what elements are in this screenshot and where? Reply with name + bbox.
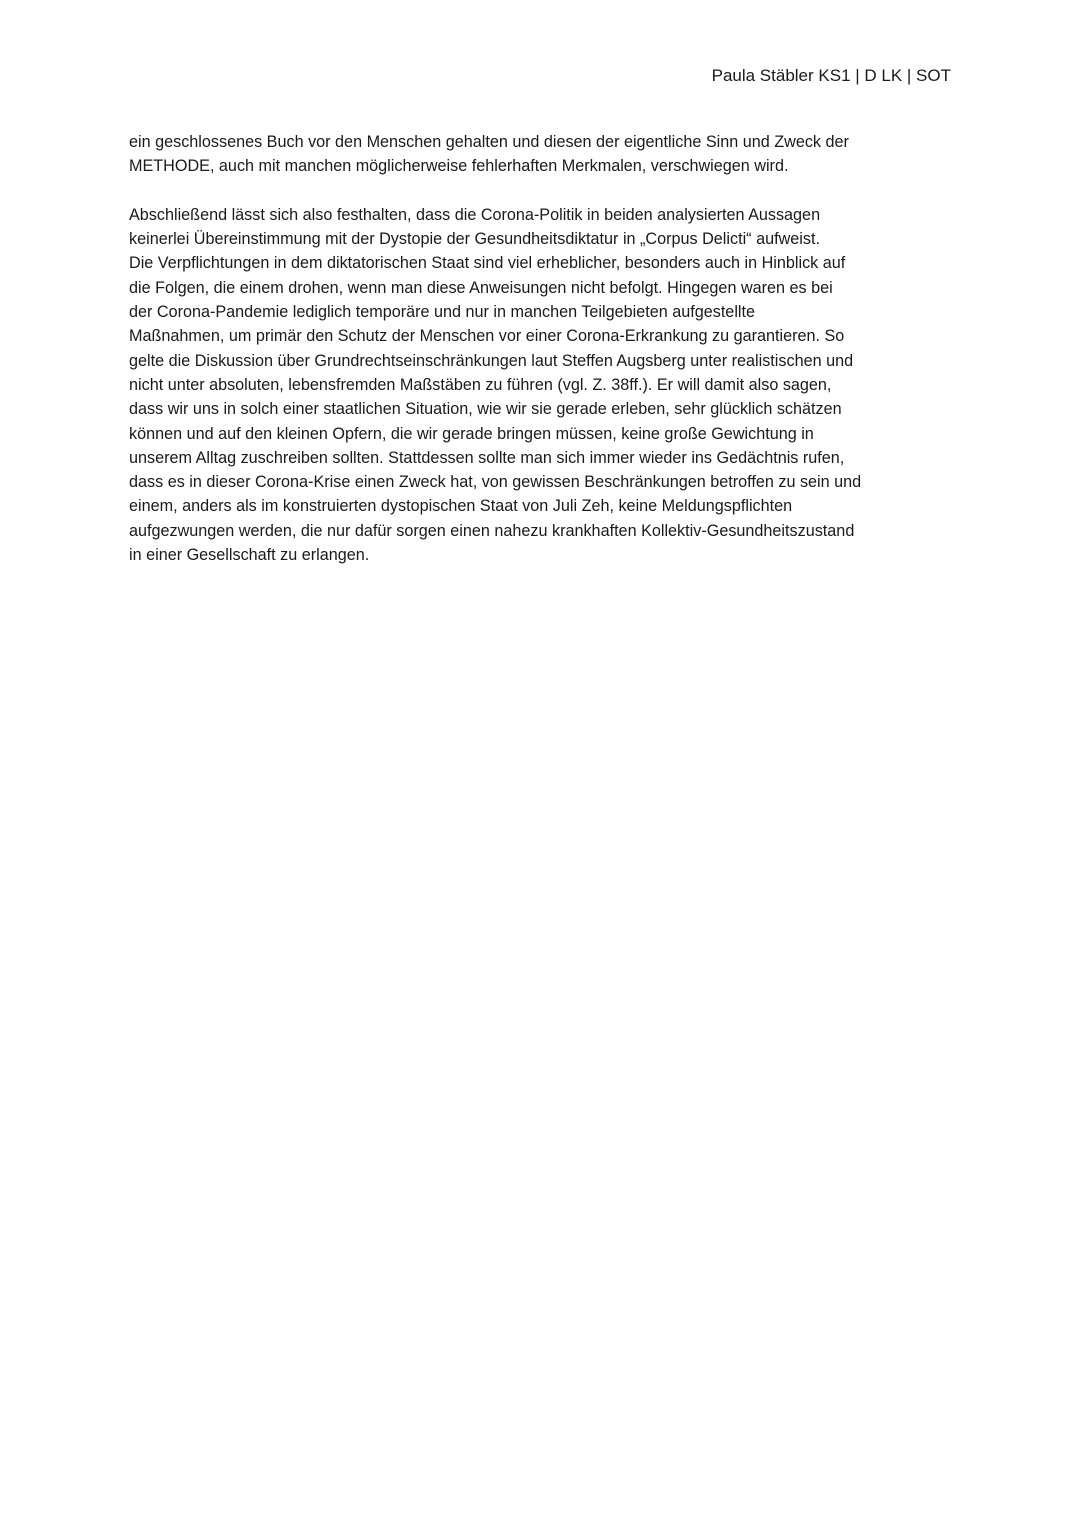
text-line: keinerlei Übereinstimmung mit der Dystopie der Gesundheitsdiktatur in „Corpus Delicti“ aufweist.: [129, 230, 820, 249]
text-line: Maßnahmen, um primär den Schutz der Menschen vor einer Corona-Erkrankung zu garantieren. So: [129, 327, 845, 346]
text-line: aufgezwungen werden, die nur dafür sorgen einen nahezu krankhaften Kollektiv-Gesundheitszustand: [129, 521, 855, 540]
document-body: [129, 130, 959, 567]
text-line: können und auf den kleinen Opfern, die wir gerade bringen müssen, keine große Gewichtung in: [129, 424, 814, 443]
text-line: gelte die Diskussion über Grundrechtseinschränkungen laut Steffen Augsberg unter realistischen und: [129, 351, 854, 370]
text-line: nicht unter absoluten, lebensfremden Maßstäben zu führen (vgl. Z. 38ff.). Er will damit also sagen,: [129, 375, 832, 394]
text-line: einem, anders als im konstruierten dystopischen Staat von Juli Zeh, keine Meldungspflichten: [129, 497, 793, 516]
text-line: dass es in dieser Corona-Krise einen Zweck hat, von gewissen Beschränkungen betroffen zu sein und: [129, 473, 862, 492]
text-line: in einer Gesellschaft zu erlangen.: [129, 546, 370, 565]
text-line: Abschließend lässt sich also festhalten, dass die Corona-Politik in beiden analysierten Aussagen: [129, 205, 821, 224]
text-line: METHODE, auch mit manchen möglicherweise fehlerhaften Merkmalen, verschwiegen wird.: [129, 157, 789, 176]
text-line: ein geschlossenes Buch vor den Menschen gehalten und diesen der eigentliche Sinn und Zweck der: [129, 133, 849, 151]
text-line: Die Verpflichtungen in dem diktatorischen Staat sind viel erheblicher, besonders auch in Hinblick auf: [129, 254, 846, 273]
text-line: die Folgen, die einem drohen, wenn man diese Anweisungen nicht befolgt. Hingegen waren es bei: [129, 278, 833, 297]
paragraph-2: [129, 203, 959, 567]
text-line: dass wir uns in solch einer staatlichen Situation, wie wir sie gerade erleben, sehr glücklich schätzen: [129, 400, 842, 419]
text-line: der Corona-Pandemie lediglich temporäre und nur in manchen Teilgebieten aufgestellte: [129, 303, 756, 322]
page-header: Paula Stäbler KS1 | D LK | SOT: [711, 66, 951, 85]
text-line: unserem Alltag zuschreiben sollten. Stattdessen sollte man sich immer wieder ins Gedächtnis rufen,: [129, 448, 845, 467]
paragraph-spacer: [129, 179, 959, 203]
paragraph-1: [129, 130, 959, 179]
